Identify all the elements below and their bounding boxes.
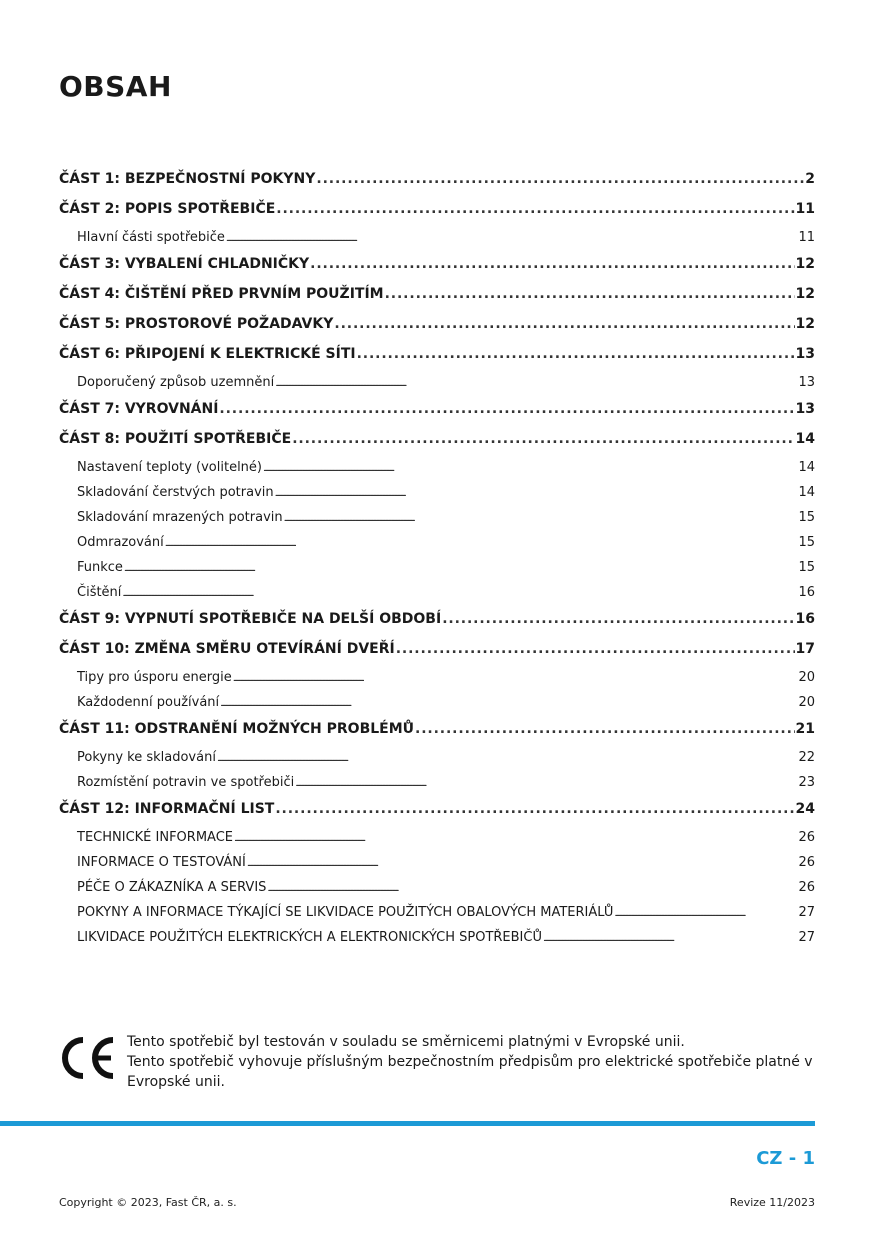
toc-section[interactable] (59, 396, 815, 426)
toc-leader (292, 426, 794, 452)
page-number: CZ - 1 (756, 1148, 815, 1169)
toc-entry-title: Čištění (77, 585, 122, 600)
toc-page-number: 12 (795, 256, 815, 272)
toc-leader (247, 851, 798, 876)
toc-subsection[interactable] (59, 691, 815, 716)
toc-leader (334, 311, 794, 337)
toc-subsection[interactable] (59, 506, 815, 531)
toc-section[interactable] (59, 426, 815, 456)
toc-section[interactable] (59, 196, 815, 226)
toc-subsection[interactable] (59, 876, 815, 901)
toc-page-number: 22 (798, 750, 815, 765)
toc-section[interactable] (59, 636, 815, 666)
revision: Revize 11/2023 (729, 1196, 815, 1209)
toc-leader (275, 371, 797, 396)
toc-leader (217, 746, 798, 771)
toc-entry-title: PÉČE O ZÁKAZNÍKA A SERVIS (77, 880, 267, 895)
toc-page-number: 13 (795, 401, 815, 417)
toc-entry-title: ČÁST 2: POPIS SPOTŘEBIČE (59, 201, 276, 217)
toc-entry-title: Skladování mrazených potravin (77, 510, 283, 525)
toc-leader (124, 556, 798, 581)
toc-subsection[interactable] (59, 926, 815, 951)
toc-page-number: 24 (795, 801, 815, 817)
toc-leader (267, 876, 797, 901)
toc-entry-title: POKYNY A INFORMACE TÝKAJÍCÍ SE LIKVIDACE POUŽITÝCH OBALOVÝCH MATERIÁLŮ (77, 905, 614, 920)
toc-section[interactable] (59, 606, 815, 636)
toc-page-number: 15 (798, 535, 815, 550)
toc-entry-title: Hlavní části spotřebiče (77, 230, 225, 245)
toc-leader (310, 251, 794, 277)
toc-page-number: 14 (798, 485, 815, 500)
toc-page-number: 17 (795, 641, 815, 657)
toc-leader (233, 666, 798, 691)
toc-section[interactable] (59, 166, 815, 196)
footer-rule (0, 1121, 815, 1126)
toc-leader (316, 166, 804, 192)
toc-entry-title: Doporučený způsob uzemnění (77, 375, 275, 390)
toc-entry-title: ČÁST 1: BEZPEČNOSTNÍ POKYNY (59, 171, 316, 187)
toc-subsection[interactable] (59, 481, 815, 506)
toc-entry-title: ČÁST 6: PŘIPOJENÍ K ELEKTRICKÉ SÍTI (59, 346, 356, 362)
toc-subsection[interactable] (59, 531, 815, 556)
toc-entry-title: Každodenní používání (77, 695, 220, 710)
toc-page-number: 15 (798, 510, 815, 525)
toc-section[interactable] (59, 281, 815, 311)
toc-leader (415, 716, 794, 742)
toc-page-number: 26 (798, 855, 815, 870)
toc-entry-title: Nastavení teploty (volitelné) (77, 460, 262, 475)
toc-page-number: 14 (798, 460, 815, 475)
toc-subsection[interactable] (59, 226, 815, 251)
toc-entry-title: ČÁST 8: POUŽITÍ SPOTŘEBIČE (59, 431, 292, 447)
toc-subsection[interactable] (59, 556, 815, 581)
page-title: OBSAH (59, 70, 172, 103)
toc-leader (165, 531, 798, 556)
toc-page-number: 14 (795, 431, 815, 447)
toc-section[interactable] (59, 341, 815, 371)
ce-notice (59, 1032, 815, 1102)
toc-leader (122, 581, 797, 606)
toc-page-number: 2 (805, 171, 815, 187)
toc-leader (226, 226, 798, 251)
toc-entry-title: ČÁST 7: VYROVNÁNÍ (59, 401, 219, 417)
toc-page-number: 13 (795, 346, 815, 362)
toc-page-number: 27 (798, 905, 815, 920)
toc-leader (442, 606, 794, 632)
toc-subsection[interactable] (59, 771, 815, 796)
toc-leader (276, 196, 794, 222)
toc-page-number: 12 (795, 286, 815, 302)
toc-entry-title: Pokyny ke skladování (77, 750, 216, 765)
toc-subsection[interactable] (59, 581, 815, 606)
toc-subsection[interactable] (59, 901, 815, 926)
toc-leader (396, 636, 795, 662)
toc-entry-title: TECHNICKÉ INFORMACE (77, 830, 233, 845)
toc-leader (220, 691, 797, 716)
toc-page-number: 15 (798, 560, 815, 575)
toc-page-number: 12 (795, 316, 815, 332)
toc-leader (275, 796, 794, 822)
toc-leader (357, 341, 795, 367)
toc-section[interactable] (59, 796, 815, 826)
toc-leader (385, 281, 795, 307)
table-of-contents (59, 166, 815, 951)
toc-subsection[interactable] (59, 851, 815, 876)
toc-page-number: 11 (798, 230, 815, 245)
toc-entry-title: Odmrazování (77, 535, 164, 550)
toc-subsection[interactable] (59, 371, 815, 396)
toc-entry-title: INFORMACE O TESTOVÁNÍ (77, 855, 246, 870)
toc-page-number: 26 (798, 830, 815, 845)
toc-subsection[interactable] (59, 746, 815, 771)
toc-page-number: 21 (795, 721, 815, 737)
toc-entry-title: Skladování čerstvých potravin (77, 485, 274, 500)
toc-entry-title: ČÁST 5: PROSTOROVÉ POŽADAVKY (59, 316, 334, 332)
toc-entry-title: LIKVIDACE POUŽITÝCH ELEKTRICKÝCH A ELEKTRONICKÝCH SPOTŘEBIČŮ (77, 930, 542, 945)
toc-section[interactable] (59, 716, 815, 746)
toc-page-number: 26 (798, 880, 815, 895)
toc-entry-title: ČÁST 10: ZMĚNA SMĚRU OTEVÍRÁNÍ DVEŘÍ (59, 641, 395, 657)
toc-entry-title: Rozmístění potravin ve spotřebiči (77, 775, 295, 790)
toc-entry-title: ČÁST 12: INFORMAČNÍ LIST (59, 801, 275, 817)
ce-mark-icon (59, 1036, 117, 1080)
toc-entry-title: ČÁST 4: ČIŠTĚNÍ PŘED PRVNÍM POUŽITÍM (59, 286, 384, 302)
toc-leader (295, 771, 797, 796)
toc-page-number: 27 (798, 930, 815, 945)
toc-subsection[interactable] (59, 666, 815, 691)
toc-leader (543, 926, 797, 951)
ce-line-1: Tento spotřebič byl testován v souladu se směrnicemi platnými v Evropské unii. (127, 1034, 685, 1050)
toc-leader (263, 456, 797, 481)
toc-leader (284, 506, 798, 531)
toc-leader (275, 481, 798, 506)
toc-page-number: 20 (798, 695, 815, 710)
toc-entry-title: ČÁST 9: VYPNUTÍ SPOTŘEBIČE NA DELŠÍ OBDOBÍ (59, 611, 442, 627)
toc-page-number: 23 (798, 775, 815, 790)
toc-section[interactable] (59, 251, 815, 281)
toc-page-number: 16 (798, 585, 815, 600)
toc-entry-title: Tipy pro úsporu energie (77, 670, 232, 685)
toc-leader (614, 901, 797, 926)
toc-subsection[interactable] (59, 826, 815, 851)
toc-leader (219, 396, 794, 422)
toc-entry-title: Funkce (77, 560, 123, 575)
toc-page-number: 11 (795, 201, 815, 217)
toc-page-number: 20 (798, 670, 815, 685)
toc-page-number: 16 (795, 611, 815, 627)
copyright: Copyright © 2023, Fast ČR, a. s. (59, 1196, 237, 1209)
toc-subsection[interactable] (59, 456, 815, 481)
toc-leader (234, 826, 797, 851)
toc-entry-title: ČÁST 3: VYBALENÍ CHLADNIČKY (59, 256, 310, 272)
toc-page-number: 13 (798, 375, 815, 390)
toc-entry-title: ČÁST 11: ODSTRANĚNÍ MOŽNÝCH PROBLÉMŮ (59, 721, 415, 737)
toc-section[interactable] (59, 311, 815, 341)
ce-text (127, 1032, 817, 1092)
ce-line-2: Tento spotřebič vyhovuje příslušným bezpečnostním předpisům pro elektrické spotřebiče platné v Evropské unii. (127, 1054, 813, 1090)
